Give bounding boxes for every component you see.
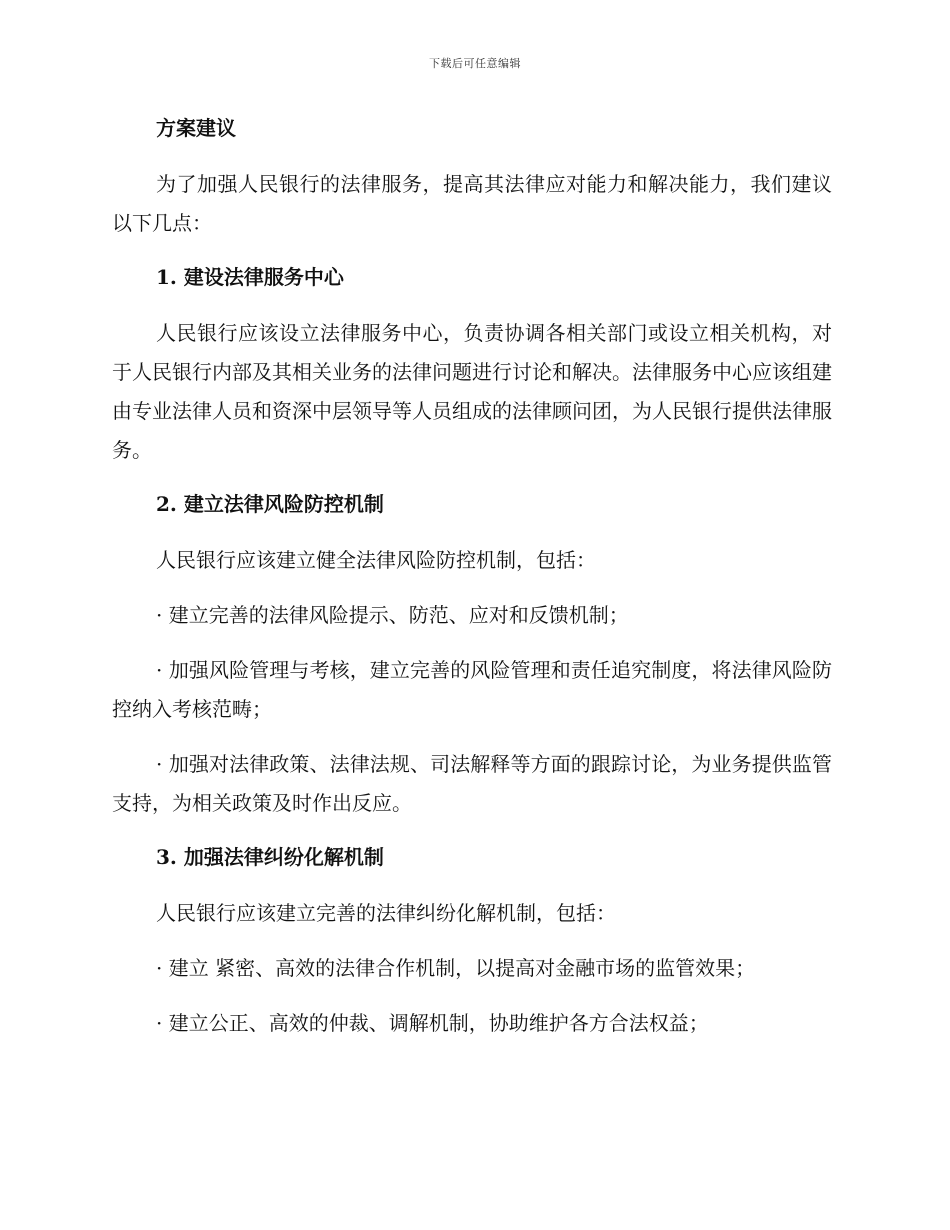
- paragraph: 人民银行应该建立完善的法律纠纷化解机制，包括：: [156, 901, 616, 925]
- bullet-item: · 加强对法律政策、法律法规、司法解释等方面的跟踪讨论，为业务提供监管支持，为相关政策及时作出反应。: [112, 752, 832, 815]
- section-heading: 1. 建设法律服务中心: [156, 265, 344, 289]
- bullet-item: · 加强风险管理与考核，建立完善的风险管理和责任追究制度，将法律风险防控纳入考核范畴；: [112, 658, 832, 721]
- paragraph: 人民银行应该设立法律服务中心，负责协调各相关部门或设立相关机构，对于人民银行内部及其相关业务的法律问题进行讨论和解决。法律服务中心应该组建由专业法律人员和资深中层领导等人员组成的法律顾问团，为人民银行提供法律服务。: [112, 321, 832, 462]
- section-heading: 3. 加强法律纠纷化解机制: [156, 845, 384, 869]
- document-body: [112, 110, 832, 1059]
- paragraph: 人民银行应该建立健全法律风险防控机制，包括：: [156, 548, 596, 572]
- bullet-item: · 建立公正、高效的仲裁、调解机制，协助维护各方合法权益；: [156, 1011, 709, 1035]
- section-heading: 2. 建立法律风险防控机制: [156, 492, 384, 516]
- paragraph: 为了加强人民银行的法律服务，提高其法律应对能力和解决能力，我们建议以下几点：: [112, 172, 832, 235]
- page-header: 下载后可任意编辑: [429, 57, 521, 70]
- bullet-item: · 建立完善的法律风险提示、防范、应对和反馈机制；: [156, 603, 629, 627]
- section-heading: 方案建议: [156, 116, 236, 140]
- bullet-item: · 建立 紧密、高效的法律合作机制，以提高对金融市场的监管效果；: [156, 956, 756, 980]
